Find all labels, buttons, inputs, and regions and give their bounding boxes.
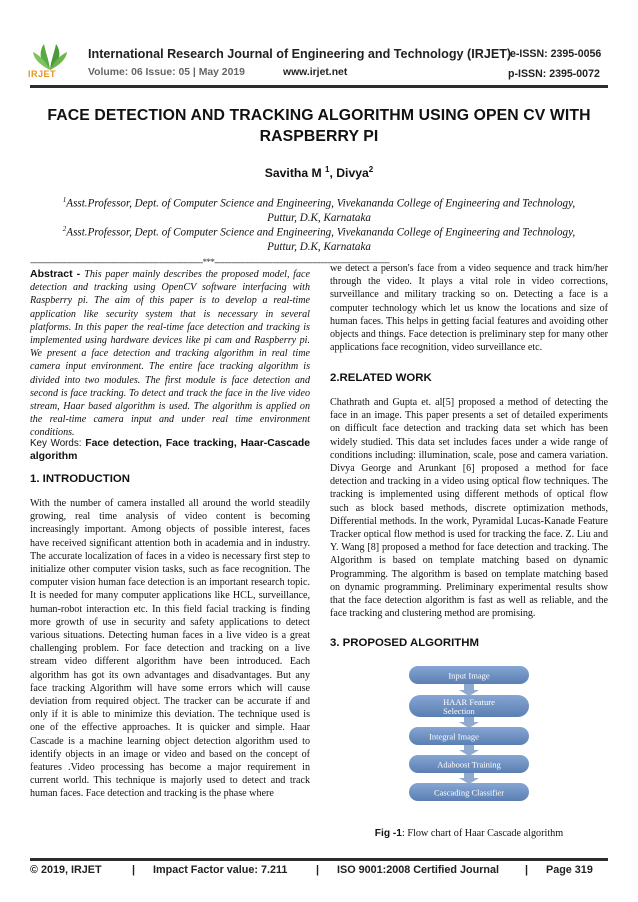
logo-text: IRJET (28, 69, 57, 79)
flow-step-3 (409, 727, 529, 745)
flow-step-5 (409, 783, 529, 801)
affiliation-2-line2: Puttur, D.K, Karnataka (267, 240, 371, 253)
footer-rule (30, 858, 608, 861)
flow-step-2-label-a: HAAR Feature (443, 697, 495, 707)
footer-separator: | (132, 864, 136, 876)
figure-label: Fig -1 (374, 828, 402, 839)
pissn: p-ISSN: 2395-0072 (508, 68, 600, 80)
related-work-heading: 2.RELATED WORK (330, 372, 432, 384)
eissn: e-ISSN: 2395-0056 (510, 48, 602, 60)
abstract-label: Abstract - (30, 268, 85, 280)
author-2: , Divya (329, 166, 369, 181)
abstract (30, 268, 310, 440)
affiliation-1 (30, 193, 608, 225)
author-2-sup: 2 (368, 165, 374, 174)
figure-caption-text: : Flow chart of Haar Cascade algorithm (401, 828, 564, 839)
related-work-text: Chathrath and Gupta et. al[5] proposed a method of detecting the face in an image. This paper presents a set of detailed experiments on difficult face detection and tracking data set which has been widely studied. This data set includes faces under a wide range of conditions including: illumination, scale, pose and camera variation. Divya George and Arunkant [6] proposed a method for face detection and tracking in a video using optical flow techniques. The tracking is implemented using different methods of optical flow such as block based methods, discrete optimization methods, Differential methods. In the work, Pyramidal Lucas-Kanade Feature Tracker optical flow method is used for tracking the face. Z. Liu and Y. Wang [8] proposed a method for face detection and tracking. The Algorithm is based on template matching based on dynamic Programming. The algorithm is based on template matching based on dynamic programming. Preliminary experimental results show that the face detection algorithm is fast as well as reliable, and the face tracking and clustering method are promising. (330, 397, 608, 620)
flow-step-5-label: Cascading Classifier (433, 787, 505, 798)
journal-name: International Research Journal of Engineering and Technology (IRJET) (88, 47, 512, 61)
volume-issue: Volume: 06 Issue: 05 | May 2019 (88, 67, 245, 78)
abstract-text: This paper mainly describes the proposed model, face detection and tracking using OpenCV software interfacing with Raspberry pi. The aim of this paper is to develop a real-time application like security system that is necessary in several platforms. In this paper the real-time face detection and tracking is implemented using hardware devices like pi cam and Raspberry pi. We present a face detection and tracking algorithm in real time camera input environment. The entire face tracking algorithm is divided into two modules. The first module is face detection and second is face tracking. To detect and track the face in the live video stream, Haar based algorithm is used. The algorithm is applied on the real-time camera input and under real time environment conditions. (30, 269, 310, 439)
affiliation-2-line1: Asst.Professor, Dept. of Computer Science and Engineering, Vivekananda College of Engineering and Technology, (66, 226, 576, 239)
flow-step-1 (409, 666, 529, 684)
intro-text: With the number of camera installed all around the world steadily growing, real time analysis of video content is becoming increasingly important. Among objects of possible interest, faces have received significant attention both in academia and in industry. The accurate localization of faces in a video is necessary first step to initialize other computer vision tasks, such as face recognition. The computer vision human face detection is an important research topic. It is needed for many computer applications like HCL, surveillance, human-robot interaction etc. In this field facial tracking is finding more growth of use in security and safety applications to detect various situations. Detecting human faces in a live video is a great challenging problem. For face detection and tracking on a live stream video different algorithm have been introduced. Each algorithm has got its own advantages and disadvantages. But any face tracking Algorithm will have some errors which will cause deviation from required object. The tracker can be accurate if and only if it is able to minimize this deviation. The technique used is one of the effective approaches. It is quicker and simple. Haar Cascade is a machine learning object detection algorithm used to identify objects in an image or video and based on the concept of features .Video processing has become a major requirement in current world. This technique is majorly used to detect and track human faces. Face detection and tracking is the phase where (30, 498, 310, 800)
footer-copyright: © 2019, IRJET (30, 864, 102, 876)
footer-separator: | (525, 864, 529, 876)
footer-impact-factor: Impact Factor value: 7.211 (153, 864, 288, 876)
figure-caption (330, 828, 608, 839)
flow-step-4 (409, 755, 529, 773)
keywords-text: Face detection, Face tracking, Haar-Cascade algorithm (30, 438, 310, 462)
affiliation-2 (30, 222, 608, 254)
title-line-2: RASPBERRY PI (259, 128, 379, 145)
proposed-algorithm-heading: 3. PROPOSED ALGORITHM (330, 637, 479, 649)
author-1: Savitha M (264, 166, 326, 181)
haar-flow-chart (376, 664, 562, 816)
author-1-sup: 1 (325, 165, 330, 174)
header-rule (30, 85, 608, 88)
flow-step-4-label: Adaboost Training (437, 759, 501, 770)
section-separator: ------------------------------------------------------------------------***------------------------------------------------------------------------- (30, 257, 390, 267)
title-line-1: FACE DETECTION AND TRACKING ALGORITHM USING OPEN CV WITH (47, 107, 591, 124)
flow-step-2-label-b: Selection (443, 706, 475, 716)
intro-continued: we detect a person's face from a video sequence and track him/her through the video. It plays a vital role in video corrections, surveillance and military tracking so on. Detecting a face is a computer technology which let us know the locations and size of human faces. This helps in getting facial features and avoiding other objects and things. Face detection is preliminary step for many other applications face recognition, video surveillance etc. (330, 263, 608, 354)
affiliation-1-line2: Puttur, D.K, Karnataka (267, 211, 371, 224)
intro-heading: 1. INTRODUCTION (30, 473, 130, 485)
flow-step-3-label: Integral Image (429, 731, 479, 742)
keywords-label: Key Words: (30, 438, 86, 449)
affiliation-2-sup: 2 (62, 225, 67, 233)
footer-iso: ISO 9001:2008 Certified Journal (337, 864, 500, 876)
footer-page-number: Page 319 (546, 864, 593, 876)
website-link[interactable]: www.irjet.net (283, 67, 348, 78)
authors (30, 165, 608, 180)
affiliation-1-sup: 1 (62, 196, 67, 204)
affiliation-1-line1: Asst.Professor, Dept. of Computer Science and Engineering, Vivekananda College of Engineering and Technology, (66, 197, 576, 210)
footer-separator: | (316, 864, 320, 876)
paper-title (30, 105, 608, 147)
flow-step-2 (409, 695, 529, 717)
flow-step-1-label: Input Image (448, 670, 490, 681)
keywords (30, 437, 310, 463)
